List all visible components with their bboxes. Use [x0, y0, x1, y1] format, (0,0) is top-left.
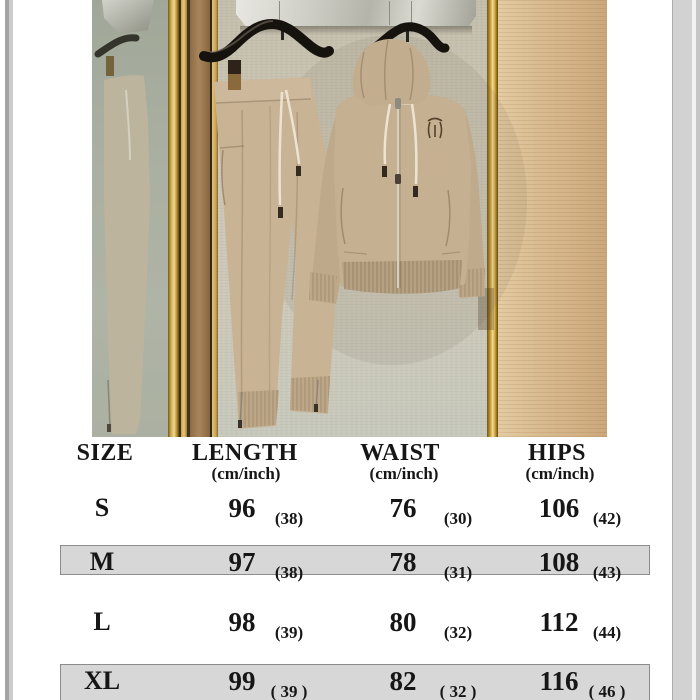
length-inch: (38) [274, 509, 304, 528]
waist-inch: (30) [443, 509, 473, 528]
garments-illustration [92, 0, 607, 437]
hips-cm: 112 [539, 607, 579, 637]
waist-cm: 82 [389, 666, 417, 696]
mirror-reflection [92, 0, 168, 437]
length-cm: 96 [228, 493, 256, 523]
length-inch: (39) [274, 623, 304, 642]
waist-inch: (31) [443, 563, 473, 582]
scrollbar-track[interactable] [673, 0, 692, 700]
column-header-length: LENGTH [192, 440, 298, 466]
column-header-size: SIZE [76, 440, 134, 466]
waist-inch: (32) [443, 623, 473, 642]
hips-inch: (43) [592, 563, 622, 582]
left-border-line-inner [9, 0, 13, 700]
product-photo[interactable] [92, 0, 607, 437]
column-header-waist: WAIST [360, 440, 440, 466]
column-unit-length: (cm/inch) [211, 464, 281, 483]
hips-inch: ( 46 ) [588, 682, 626, 700]
size-value: M [89, 547, 115, 576]
column-unit-hips: (cm/inch) [525, 464, 595, 483]
pants-hanger [204, 21, 329, 57]
waist-cm: 76 [389, 493, 417, 523]
length-cm: 99 [228, 666, 256, 696]
scrollbar-edge [696, 0, 700, 700]
length-cm: 97 [228, 547, 256, 577]
size-value: S [94, 493, 110, 522]
hips-cm: 108 [538, 547, 580, 577]
waist-cm: 80 [389, 607, 417, 637]
hips-cm: 106 [538, 493, 580, 523]
hips-inch: (42) [592, 509, 622, 528]
column-unit-waist: (cm/inch) [369, 464, 439, 483]
hips-inch: (44) [592, 623, 622, 642]
waist-inch: ( 32 ) [439, 682, 477, 700]
length-inch: ( 39 ) [270, 682, 308, 700]
size-value: XL [83, 666, 121, 695]
column-header-hips: HIPS [527, 440, 586, 466]
size-value: L [93, 607, 111, 636]
length-cm: 98 [228, 607, 256, 637]
gold-clip [228, 60, 241, 90]
length-inch: (38) [274, 563, 304, 582]
waist-cm: 78 [389, 547, 417, 577]
hips-cm: 116 [539, 666, 579, 696]
